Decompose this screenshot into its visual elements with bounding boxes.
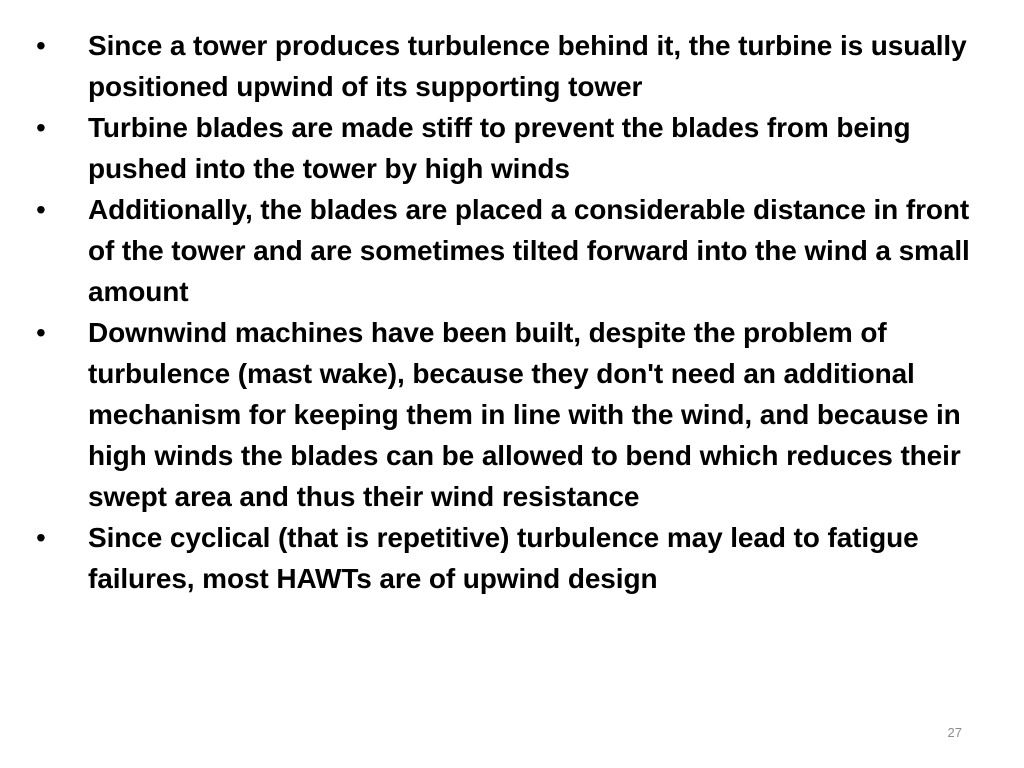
bullet-text: Turbine blades are made stiff to prevent the blades from being pushed into the tower by high winds (88, 112, 911, 184)
bullet-item (36, 25, 976, 107)
bullet-text: Since a tower produces turbulence behind it, the turbine is usually positioned upwind of its supporting tower (88, 30, 967, 102)
bullet-marker: • (36, 30, 46, 61)
slide-number: 27 (947, 725, 962, 740)
bullet-list (36, 25, 976, 599)
bullet-marker: • (36, 522, 46, 553)
bullet-marker: • (36, 112, 46, 143)
bullet-text: Additionally, the blades are placed a considerable distance in front of the tower and are sometimes tilted forward into the wind a small amount (88, 194, 970, 307)
bullet-text: Downwind machines have been built, despite the problem of turbulence (mast wake), because they don't need an additional mechanism for keeping them in line with the wind, and because in high winds the blades can be allowed to bend which reduces their swept area and thus their wind resistance (88, 317, 961, 512)
bullet-item (36, 517, 976, 599)
bullet-marker: • (36, 194, 46, 225)
bullet-item (36, 189, 976, 312)
bullet-item (36, 107, 976, 189)
bullet-text: Since cyclical (that is repetitive) turbulence may lead to fatigue failures, most HAWTs are of upwind design (88, 522, 919, 594)
bullet-marker: • (36, 317, 46, 348)
bullet-item (36, 312, 976, 517)
